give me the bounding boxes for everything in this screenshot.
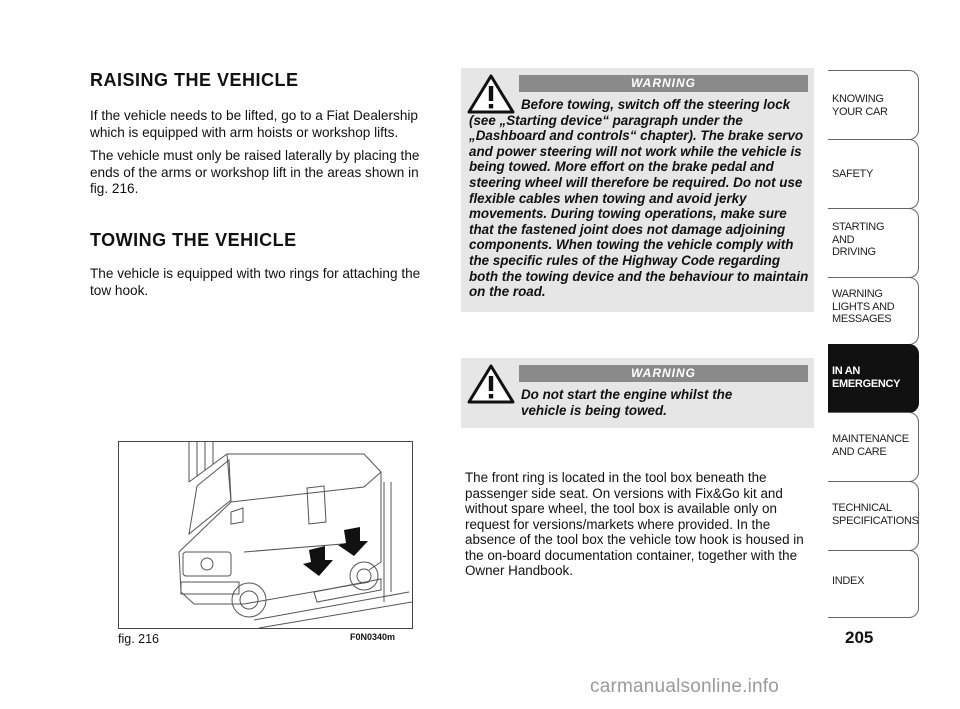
van-lift-points-illustration [119,442,412,628]
tab-label: MAINTENANCE AND CARE [832,433,909,458]
tab-in-an-emergency[interactable] [828,344,919,413]
towing-title: TOWING THE VEHICLE [90,230,297,250]
tab-label: STARTING AND DRIVING [832,221,885,258]
tab-starting-and-driving[interactable] [828,208,919,278]
warning-triangle-icon [467,364,515,404]
front-ring-paragraph: The front ring is located in the tool box beneath the passenger side seat. On versions with Fix&Go kit and without spare wheel, the tool box is available only on request for versions/markets where provided. In the absence of the tool box the vehicle tow hook is housed in the on-board documentation container, together with the Owner Handbook. [465,470,804,578]
warning-text: Do not start the engine whilst the vehicle is being towed. [521,387,733,418]
warning-text: Before towing, switch off the steering lock (see „Starting device“ paragraph under the „Dashboard and controls“ chapter). The brake servo and power steering will not work while the vehicle is being towed. More effort on the brake pedal and steering wheel will therefore be required. Do not use flexible cables when towing and avoid jerky movements. During towing operations, make sure that the fastened joint does not damage adjoining components. When towing the vehicle comply with the specific rules of the Highway Code regarding both the towing device and the behaviour to maintain on the road. [469,97,809,300]
raising-title: RAISING THE VEHICLE [90,70,299,90]
towing-paragraph: The vehicle is equipped with two rings for attaching the tow hook. [90,266,421,298]
tab-label: WARNING LIGHTS AND MESSAGES [832,288,895,325]
raising-paragraph-2: The vehicle must only be raised laterally by placing the ends of the arms or workshop lift in the areas shown in fig. 216. [90,148,420,196]
tab-label: IN AN EMERGENCY [832,365,901,390]
tab-label: INDEX [832,575,865,587]
tab-technical-specifications[interactable] [828,481,919,551]
warning-box-steering [461,68,814,312]
raising-paragraph-1: If the vehicle needs to be lifted, go to a Fiat Dealership which is equipped with arm hoists or workshop lifts. [90,108,418,140]
tab-knowing-your-car[interactable] [828,70,919,140]
tab-safety[interactable] [828,139,919,209]
figure-caption: fig. 216 [118,632,160,646]
tab-label: TECHNICAL SPECIFICATIONS [832,502,919,527]
warning-box-engine [461,358,814,428]
warning-label: WARNING [519,75,808,92]
tab-warning-lights-and-messages[interactable] [828,277,919,345]
figure-code: F0N0340m [350,632,396,642]
tab-label: SAFETY [832,168,873,180]
tab-maintenance-and-care[interactable] [828,412,919,482]
page-number: 205 [845,628,874,647]
tab-index[interactable] [828,550,919,618]
warning-label: WARNING [519,365,808,382]
tab-label: KNOWING YOUR CAR [832,93,888,118]
figure-216 [118,441,413,629]
watermark: carmanualsonline.info [590,676,780,697]
